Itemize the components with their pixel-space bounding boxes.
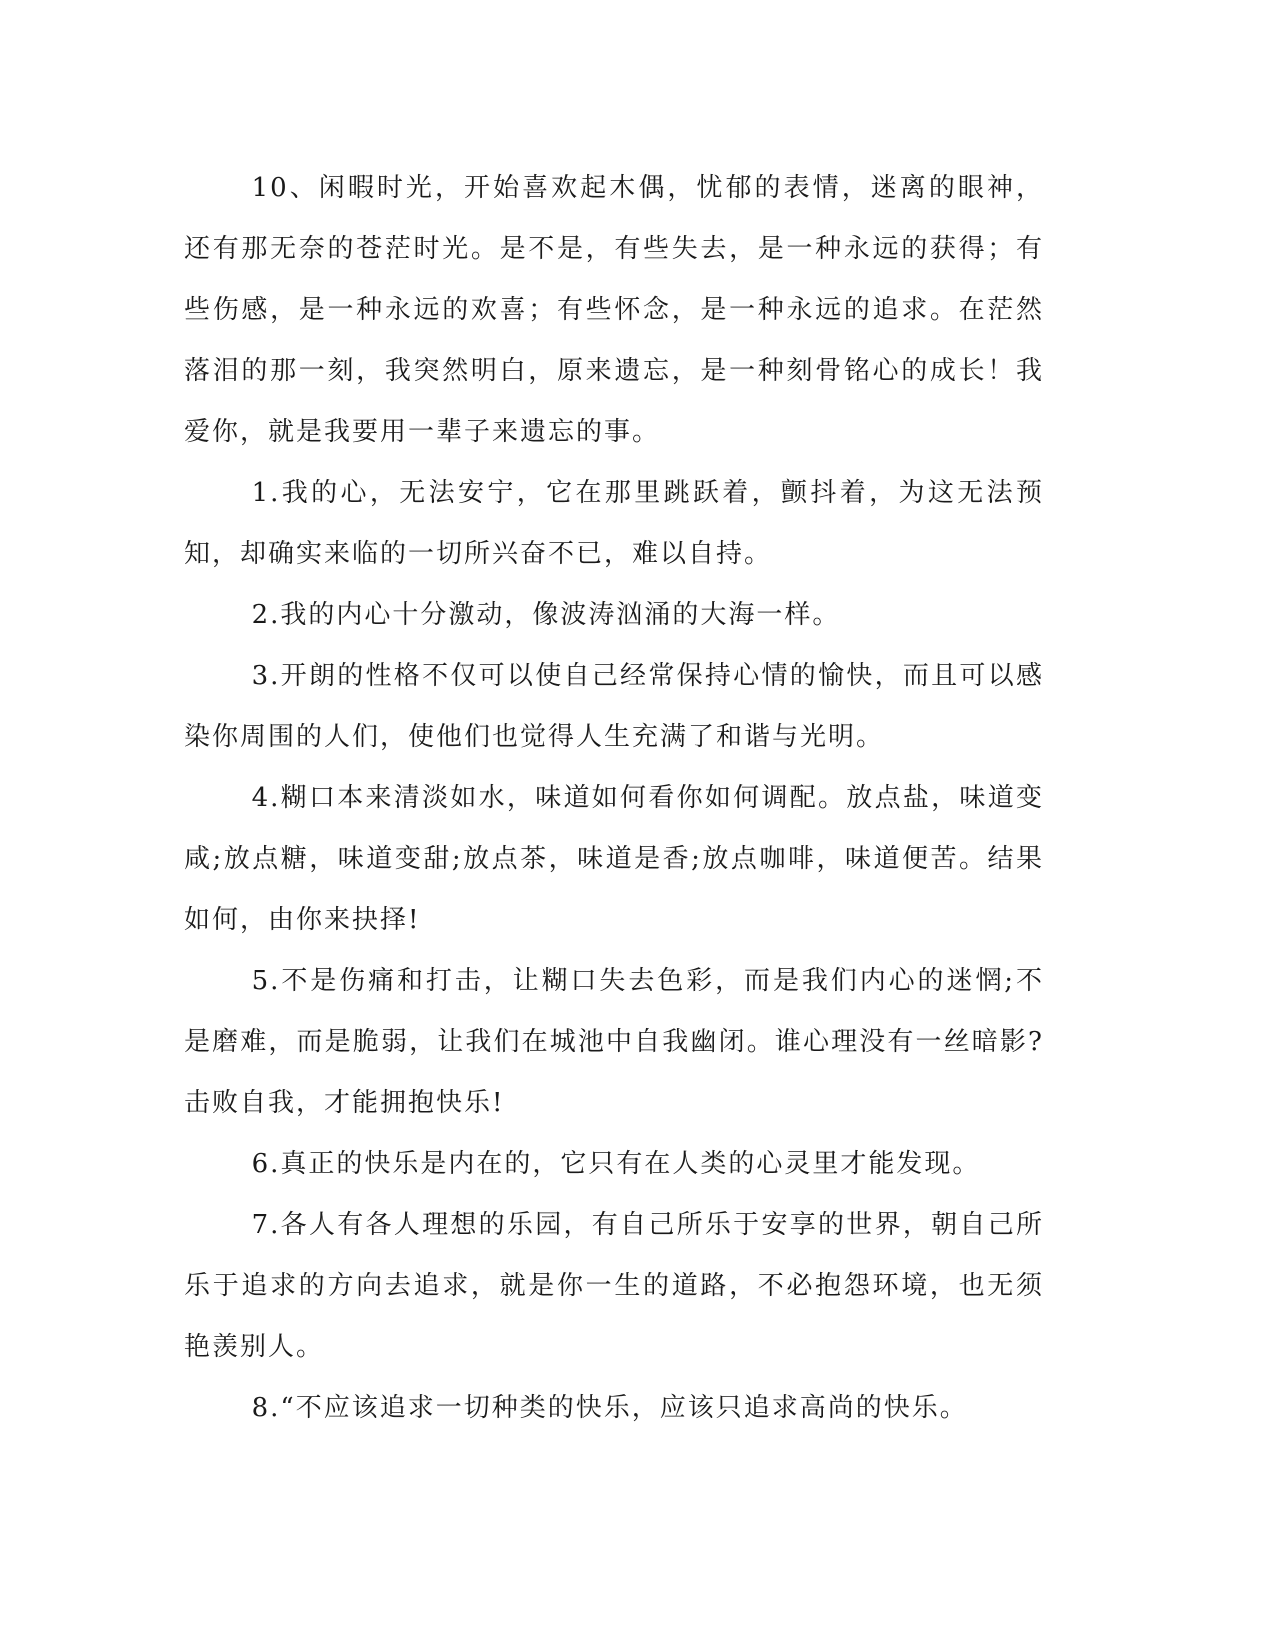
paragraph: 6.真正的快乐是内在的，它只有在人类的心灵里才能发现。: [251, 1149, 981, 1179]
paragraph: 7.各人有各人理想的乐园，有自己所乐于安享的世界，朝自己所乐于追求的方向去追求，就是你一生的道路，不必抱怨环境，也无须艳羡别人。: [184, 1210, 1044, 1362]
paragraph: 2.我的内心十分激动，像波涛汹涌的大海一样。: [251, 600, 841, 630]
document-body: [184, 158, 1044, 1439]
paragraph: 10、闲暇时光，开始喜欢起木偶，忧郁的表情，迷离的眼神，还有那无奈的苍茫时光。是不是，有些失去，是一种永远的获得；有些伤感，是一种永远的欢喜；有些怀念，是一种永远的追求。在茫然落泪的那一刻，我突然明白，原来遗忘，是一种刻骨铭心的成长！我爱你，就是我要用一辈子来遗忘的事。: [184, 173, 1044, 447]
paragraph: 5.不是伤痛和打击，让糊口失去色彩，而是我们内心的迷惘;不是磨难，而是脆弱，让我们在城池中自我幽闭。谁心理没有一丝暗影?击败自我，才能拥抱快乐!: [184, 966, 1044, 1118]
paragraph: 8.“不应该追求一切种类的快乐，应该只追求高尚的快乐。: [251, 1393, 968, 1423]
paragraph: 1.我的心，无法安宁，它在那里跳跃着，颤抖着，为这无法预知，却确实来临的一切所兴奋不已，难以自持。: [184, 478, 1044, 569]
paragraph: 3.开朗的性格不仅可以使自己经常保持心情的愉快，而且可以感染你周围的人们，使他们也觉得人生充满了和谐与光明。: [184, 661, 1044, 752]
paragraph: 4.糊口本来清淡如水，味道如何看你如何调配。放点盐，味道变咸;放点糖，味道变甜;放点茶，味道是香;放点咖啡，味道便苦。结果如何，由你来抉择!: [184, 783, 1044, 935]
